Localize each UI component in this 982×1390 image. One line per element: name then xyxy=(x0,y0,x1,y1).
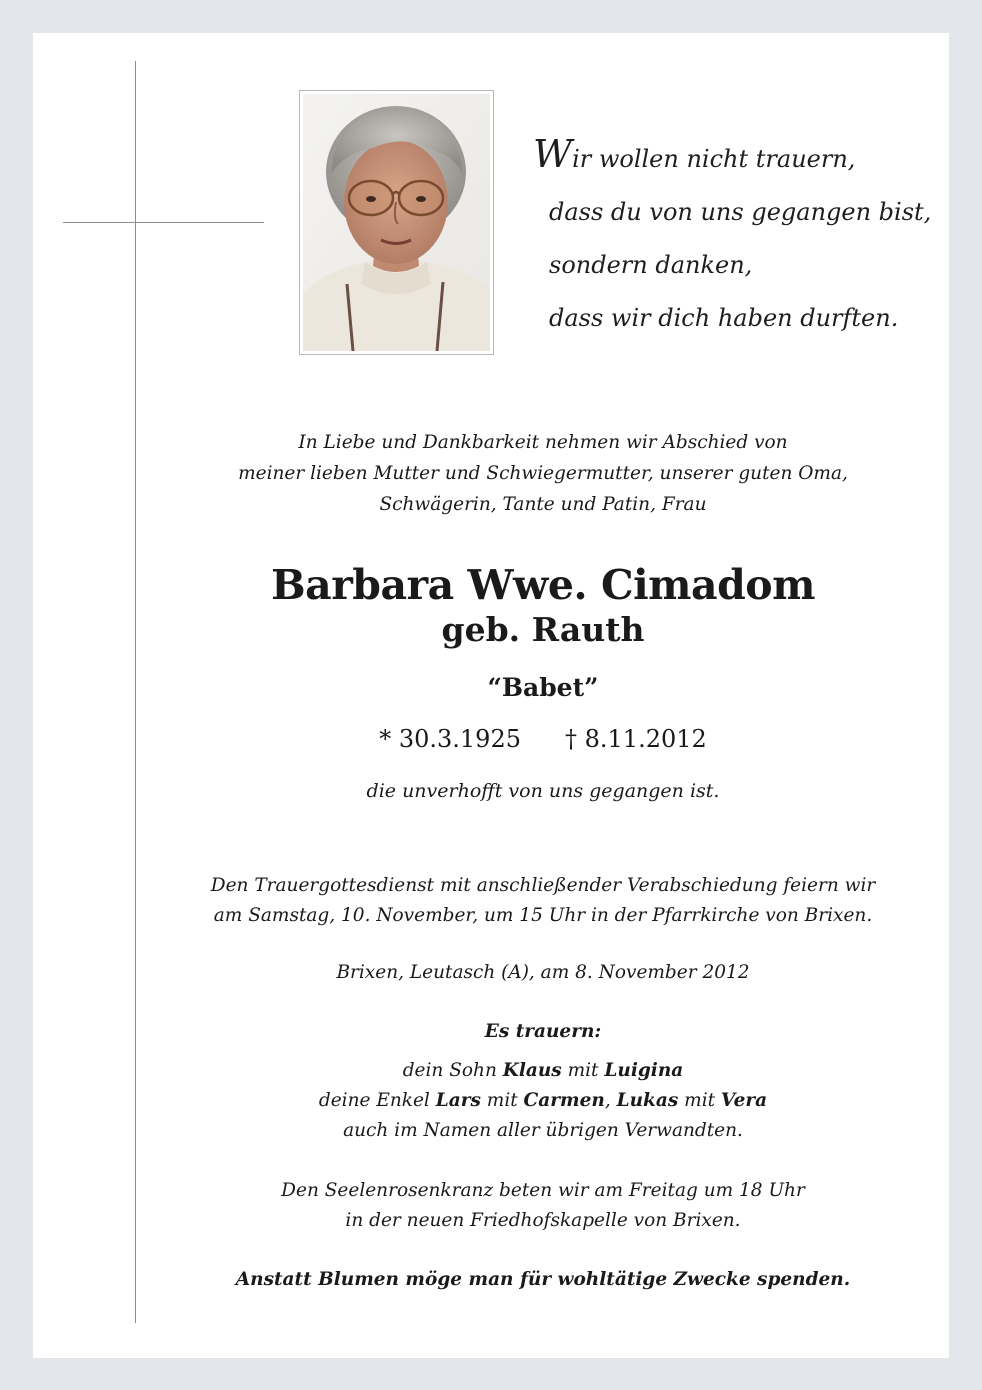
mourner-name: Vera xyxy=(720,1090,768,1111)
portrait-photo xyxy=(299,90,494,355)
mourner-name: Lukas xyxy=(616,1090,679,1111)
service-line-1: Den Trauergottesdienst mit anschließender Verabschiedung feiern wir xyxy=(210,875,876,896)
rosary-line-1: Den Seelenrosenkranz beten wir am Freitag um 18 Uhr xyxy=(281,1180,805,1201)
mourner-text: mit xyxy=(480,1090,524,1111)
funeral-service-text xyxy=(173,871,913,931)
obituary-card xyxy=(33,33,949,1358)
intro-text xyxy=(173,427,913,520)
mourner-name: Carmen xyxy=(523,1090,605,1111)
mourner-line-2 xyxy=(173,1086,913,1116)
mourner-text: deine Enkel xyxy=(318,1090,436,1111)
death-date: † 8.11.2012 xyxy=(565,725,707,753)
flowers-note: Anstatt Blumen möge man für wohltätige Zwecke spenden. xyxy=(235,1269,851,1290)
cross-vertical-bar xyxy=(135,61,136,1323)
cross-horizontal-bar xyxy=(63,222,264,223)
life-dates xyxy=(173,723,913,755)
poem-quote xyxy=(533,128,933,345)
birth-date: * 30.3.1925 xyxy=(379,725,521,753)
rosary-text xyxy=(173,1176,913,1236)
mourner-line-1 xyxy=(173,1056,913,1086)
poem-line-2: dass du von uns gegangen bist, xyxy=(549,198,932,226)
mourner-text: dein Sohn xyxy=(402,1060,503,1081)
place-and-date: Brixen, Leutasch (A), am 8. November 2012 xyxy=(336,962,750,983)
maiden-name: geb. Rauth xyxy=(441,610,645,649)
mourner-text: , xyxy=(604,1090,617,1111)
mourners-title: Es trauern: xyxy=(484,1021,602,1042)
mourner-name: Klaus xyxy=(502,1060,562,1081)
poem-line-1-text: ir wollen nicht trauern, xyxy=(572,145,856,173)
mourner-line-3: auch im Namen aller übrigen Verwandten. xyxy=(343,1120,743,1141)
mourners-list xyxy=(173,1056,913,1146)
poem-dropcap: W xyxy=(533,132,573,176)
mourner-name: Luigina xyxy=(604,1060,684,1081)
rosary-line-2: in der neuen Friedhofskapelle von Brixen. xyxy=(345,1210,741,1231)
intro-line-2: meiner lieben Mutter und Schwiegermutter, unserer guten Oma, xyxy=(238,463,848,484)
deceased-name: Barbara Wwe. Cimadom xyxy=(270,561,816,609)
nickname: “Babet” xyxy=(487,673,599,702)
service-line-2: am Samstag, 10. November, um 15 Uhr in der Pfarrkirche von Brixen. xyxy=(213,905,873,926)
poem-line-3: sondern danken, xyxy=(549,251,753,279)
intro-line-3: Schwägerin, Tante und Patin, Frau xyxy=(379,494,707,515)
mourner-name: Lars xyxy=(435,1090,481,1111)
mourner-text: mit xyxy=(678,1090,721,1111)
poem-line-4: dass wir dich haben durften. xyxy=(549,304,899,332)
portrait-photo-illustration xyxy=(303,94,490,351)
passed-away-text: die unverhofft von uns gegangen ist. xyxy=(366,780,720,802)
mourner-text: mit xyxy=(561,1060,605,1081)
poem-line-1 xyxy=(533,128,933,186)
intro-line-1: In Liebe und Dankbarkeit nehmen wir Abschied von xyxy=(298,432,788,453)
